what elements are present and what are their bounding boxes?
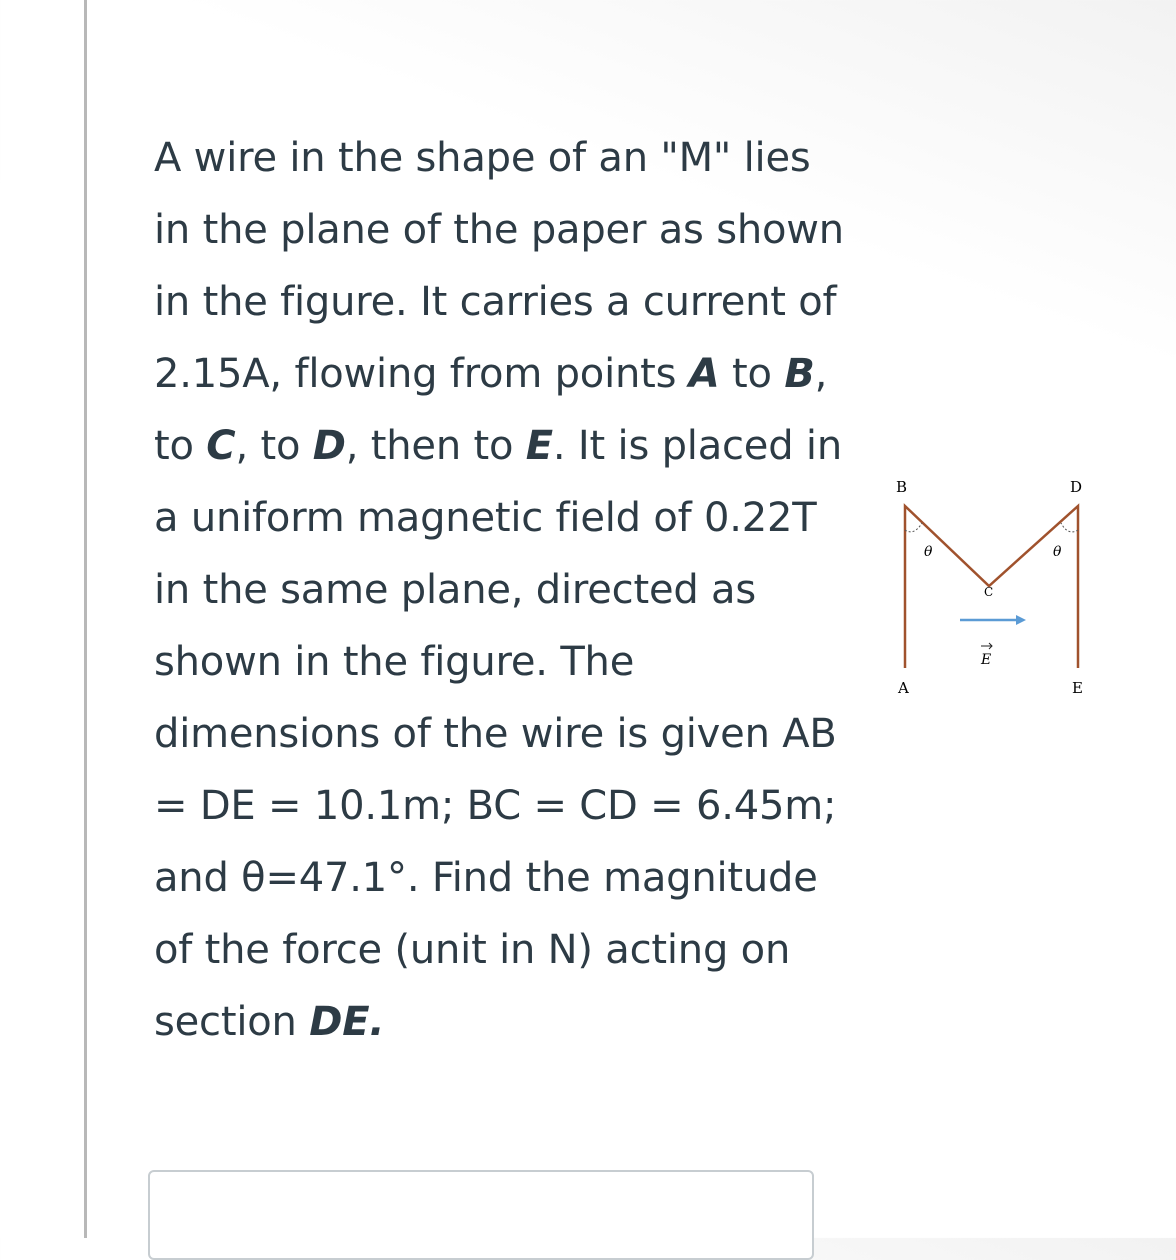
question-line: to C, to D, then to E. It is placed in (154, 423, 842, 469)
question-line: of the force (unit in N) acting on (154, 927, 791, 973)
question-line: a uniform magnetic field of 0.22T (154, 495, 817, 541)
label-d: D (1070, 478, 1083, 496)
label-c: C (984, 585, 994, 599)
left-border (84, 0, 87, 1238)
theta-arc-right (1061, 523, 1078, 532)
question-line: = DE = 10.1m; BC = CD = 6.45m; (154, 783, 837, 829)
label-b: B (896, 478, 908, 496)
point-d-label: D (312, 423, 346, 469)
theta-label-left: θ (924, 544, 933, 560)
question-line: in the same plane, directed as (154, 567, 757, 613)
question-line: dimensions of the wire is given AB (154, 711, 837, 757)
point-a-label: A (688, 351, 720, 397)
point-c-label: C (206, 423, 236, 469)
label-a: A (898, 679, 909, 697)
vector-arrow-icon (981, 643, 992, 649)
field-label: E (981, 652, 992, 668)
question-line: shown in the figure. The (154, 639, 635, 685)
answer-input[interactable] (148, 1170, 814, 1260)
point-e-label: E (525, 423, 553, 469)
question-line: in the plane of the paper as shown (154, 207, 844, 253)
question-line: A wire in the shape of an "M" lies (154, 135, 811, 181)
field-arrowhead-icon (1016, 615, 1026, 625)
question-line: in the figure. It carries a current of (154, 279, 837, 325)
section-de-label: DE. (309, 999, 385, 1045)
label-e: E (1072, 679, 1083, 697)
question-line: and θ=47.1°. Find the magnitude (154, 855, 818, 901)
m-wire-diagram (880, 470, 1100, 710)
m-wire-figure (880, 470, 1100, 710)
question-line: 2.15A, flowing from points A to B, (154, 351, 828, 397)
point-b-label: B (784, 351, 815, 397)
theta-label-right: θ (1053, 544, 1062, 560)
theta-arc-left (905, 523, 922, 532)
question-text (154, 122, 874, 1058)
question-line: section DE. (154, 999, 385, 1045)
